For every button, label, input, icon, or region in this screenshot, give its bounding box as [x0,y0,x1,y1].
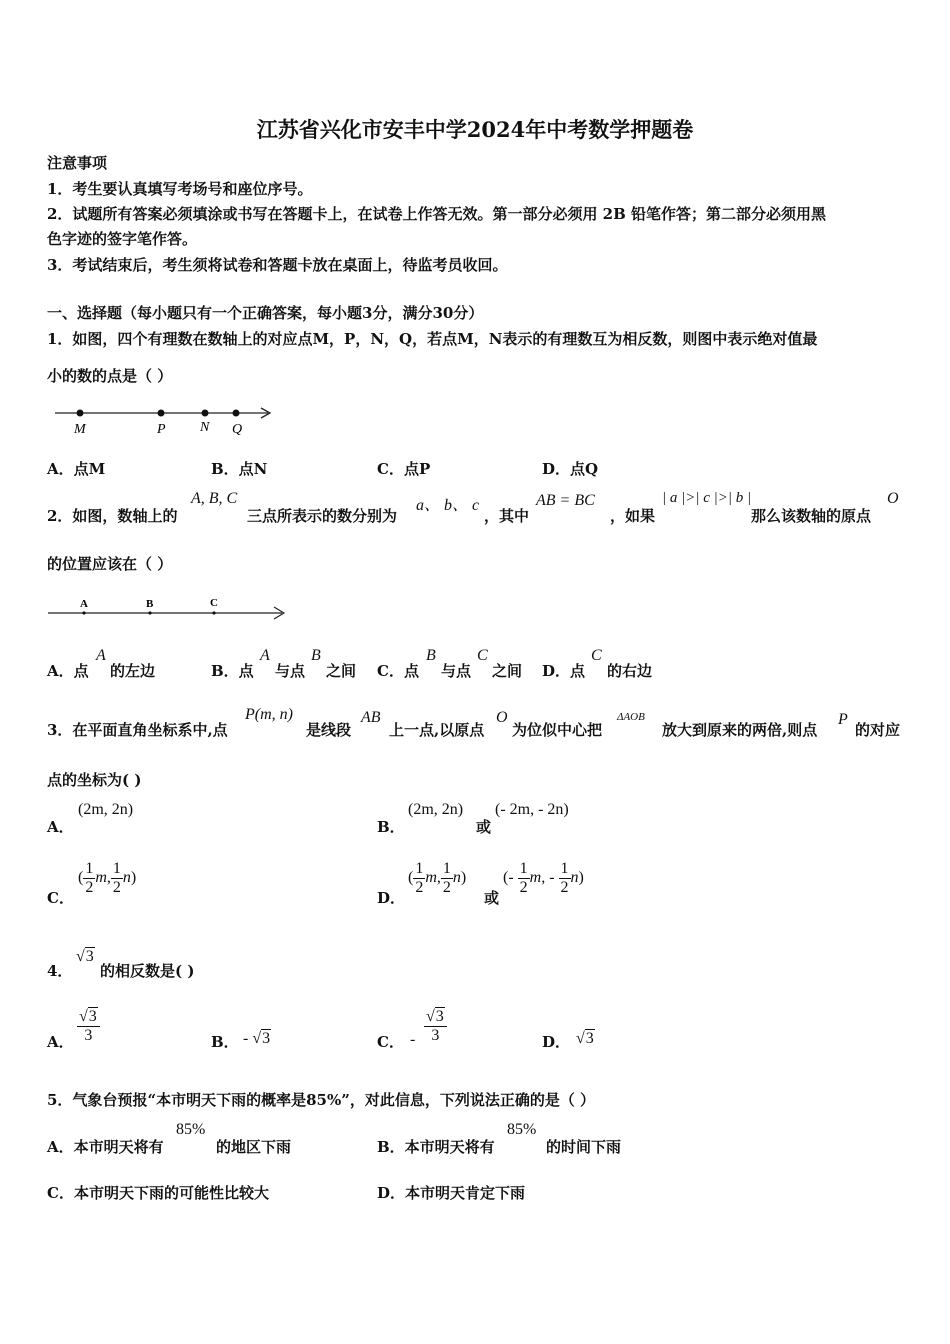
q5-option-d: D．本市明天肯定下雨 [377,1184,526,1202]
q1-stem-line1: 1．如图，四个有理数在数轴上的对应点M，P，N，Q，若点M，N表示的有理数互为相反数，则图中表示绝对值最 [47,330,818,348]
q5-option-c: C．本市明天下雨的可能性比较大 [47,1184,269,1202]
q3-option-b-label: B． [377,818,405,836]
q4-option-d-math: √3 [576,1030,594,1047]
q4-number: 4． [47,962,73,980]
q2-option-c-post: 之间 [492,662,523,680]
q2-option-d-post: 的右边 [607,662,653,680]
q1-point-m [77,410,84,417]
q2-math-values: a、 b、 c [416,497,480,514]
q1-label-n: N [200,420,210,435]
q1-option-a: A．点M [47,460,106,478]
q3-option-a-math: (2m, 2n) [78,801,134,818]
q2-math-ab-bc: AB = BC [536,492,595,509]
q2-label-b: B [146,598,154,610]
notice-item-2: 2．试题所有答案必须填涂或书写在答题卡上，在试卷上作答无效。第一部分必须用 2B 铅笔作答；第二部分必须用黑 [47,205,827,223]
q2-option-c-mid: 与点 [441,662,472,680]
q3-stem-part2: 是线段 [306,721,352,739]
q5-option-b-value: 85% [507,1121,537,1138]
q4-option-c-math: $\frac{√3}{3}$ [424,1008,447,1045]
q2-option-d-math: C [591,647,602,664]
q2-math-abc: A, B, C [191,490,238,507]
q5-option-b-pre: B．本市明天将有 [377,1138,495,1156]
q2-option-b-math2: B [311,647,321,664]
q3-option-b-math1: (2m, 2n) [408,801,464,818]
q1-point-q [233,410,240,417]
q3-option-d-math2: (- $\frac{1}{2}$ m, - $\frac{1}{2}$ n) [503,860,584,896]
q2-option-d-pre: D．点 [542,662,586,680]
q3-option-d-label: D． [377,889,406,907]
q2-number-line [46,593,288,627]
q2-point-c [212,611,215,614]
q5-option-a-value: 85% [176,1121,206,1138]
q1-option-d: D．点Q [542,460,599,478]
q2-option-b-pre: B．点 [211,662,254,680]
q3-stem-part1: 3．在平面直角坐标系中,点 [47,721,228,739]
q4-option-c-sign: - [410,1031,416,1048]
q5-stem: 5．气象台预报“本市明天下雨的概率是85%”，对此信息，下列说法正确的是（ ） [47,1091,596,1109]
q1-point-p [158,410,165,417]
q3-stem-line2: 点的坐标为( ) [47,771,142,789]
q4-stem: 的相反数是( ) [100,962,195,980]
q2-math-origin: O [887,490,899,507]
q3-math-o: O [496,709,508,726]
q3-option-c-math: ( $\frac{1}{2}$ m, $\frac{1}{2}$ n) [78,860,137,896]
q5-option-b-post: 的时间下雨 [546,1138,622,1156]
notice-item-3: 3．考试结束后，考生须将试卷和答题卡放在桌面上，待监考员收回。 [47,256,508,274]
q1-label-m: M [74,422,86,437]
q1-label-p: P [157,422,166,437]
q2-option-a-math: A [96,647,106,664]
q3-math-ab: AB [361,709,381,726]
page-title: 江苏省兴化市安丰中学2024年中考数学押题卷 [256,117,694,142]
q3-math-p2: P [838,711,848,728]
q3-stem-part5: 放大到原来的两倍,则点 [662,721,818,739]
q2-point-a [82,611,85,614]
q2-option-c-math2: C [477,647,488,664]
q3-stem-part4: 为位似中心把 [512,721,603,739]
q2-option-a-pre: A．点 [47,662,89,680]
q4-option-a-math: $\frac{√3}{3}$ [77,1008,100,1045]
q4-sqrt3: √3 [76,948,94,965]
q2-point-b [148,611,151,614]
q3-stem-part6: 的对应 [855,721,901,739]
q3-option-a-label: A． [47,818,74,836]
notice-heading: 注意事项 [47,154,108,172]
q4-option-b-label: B． [211,1033,239,1051]
q3-math-triangle: ΔAOB [617,711,645,723]
q1-point-n [202,410,209,417]
q1-label-q: Q [232,422,243,437]
q4-option-c-label: C． [377,1033,404,1051]
section-heading: 一、选择题（每小题只有一个正确答案，每小题3分，满分30分） [47,304,484,322]
q2-option-b-post: 之间 [326,662,357,680]
q2-label-c: C [210,597,218,609]
q1-option-c: C．点P [377,460,431,478]
q2-option-a-post: 的左边 [110,662,156,680]
q2-stem-part1: 2．如图，数轴上的 [47,507,178,525]
q2-stem-part3: ，其中 [484,507,530,525]
q2-stem-part4: ，如果 [610,507,656,525]
q3-stem-part3: 上一点,以原点 [389,721,485,739]
q2-option-c-pre: C．点 [377,662,419,680]
q4-option-b-math: - √3 [243,1030,271,1047]
q2-option-b-math1: A [260,647,270,664]
q2-stem-line2: 的位置应该在（ ） [47,555,173,573]
q1-stem-line2: 小的数的点是（ ） [47,367,173,385]
q1-option-b: B．点N [211,460,268,478]
notice-item-2-cont: 色字迹的签字笔作答。 [47,230,198,248]
q3-option-b-or: 或 [476,818,492,836]
q2-option-b-mid: 与点 [275,662,306,680]
q2-stem-part5: 那么该数轴的原点 [751,507,872,525]
q4-option-d-label: D． [542,1033,571,1051]
q5-option-a-post: 的地区下雨 [216,1138,292,1156]
q3-math-p: P(m, n) [245,706,293,723]
q3-option-d-or: 或 [484,889,500,907]
q5-option-a-pre: A．本市明天将有 [47,1138,164,1156]
q2-stem-part2: 三点所表示的数分别为 [247,507,398,525]
q2-math-abs: | a |>| c |>| b | [662,490,752,506]
q3-option-c-label: C． [47,889,74,907]
notice-item-1: 1．考生要认真填写考场号和座位序号。 [47,180,313,198]
q1-number-line [50,400,280,440]
q2-option-c-math1: B [426,647,436,664]
q3-option-d-math1: ( $\frac{1}{2}$ m, $\frac{1}{2}$ n) [408,860,467,896]
q3-option-b-math2: (- 2m, - 2n) [495,801,569,818]
q2-label-a: A [80,598,88,610]
q4-option-a-label: A． [47,1033,74,1051]
